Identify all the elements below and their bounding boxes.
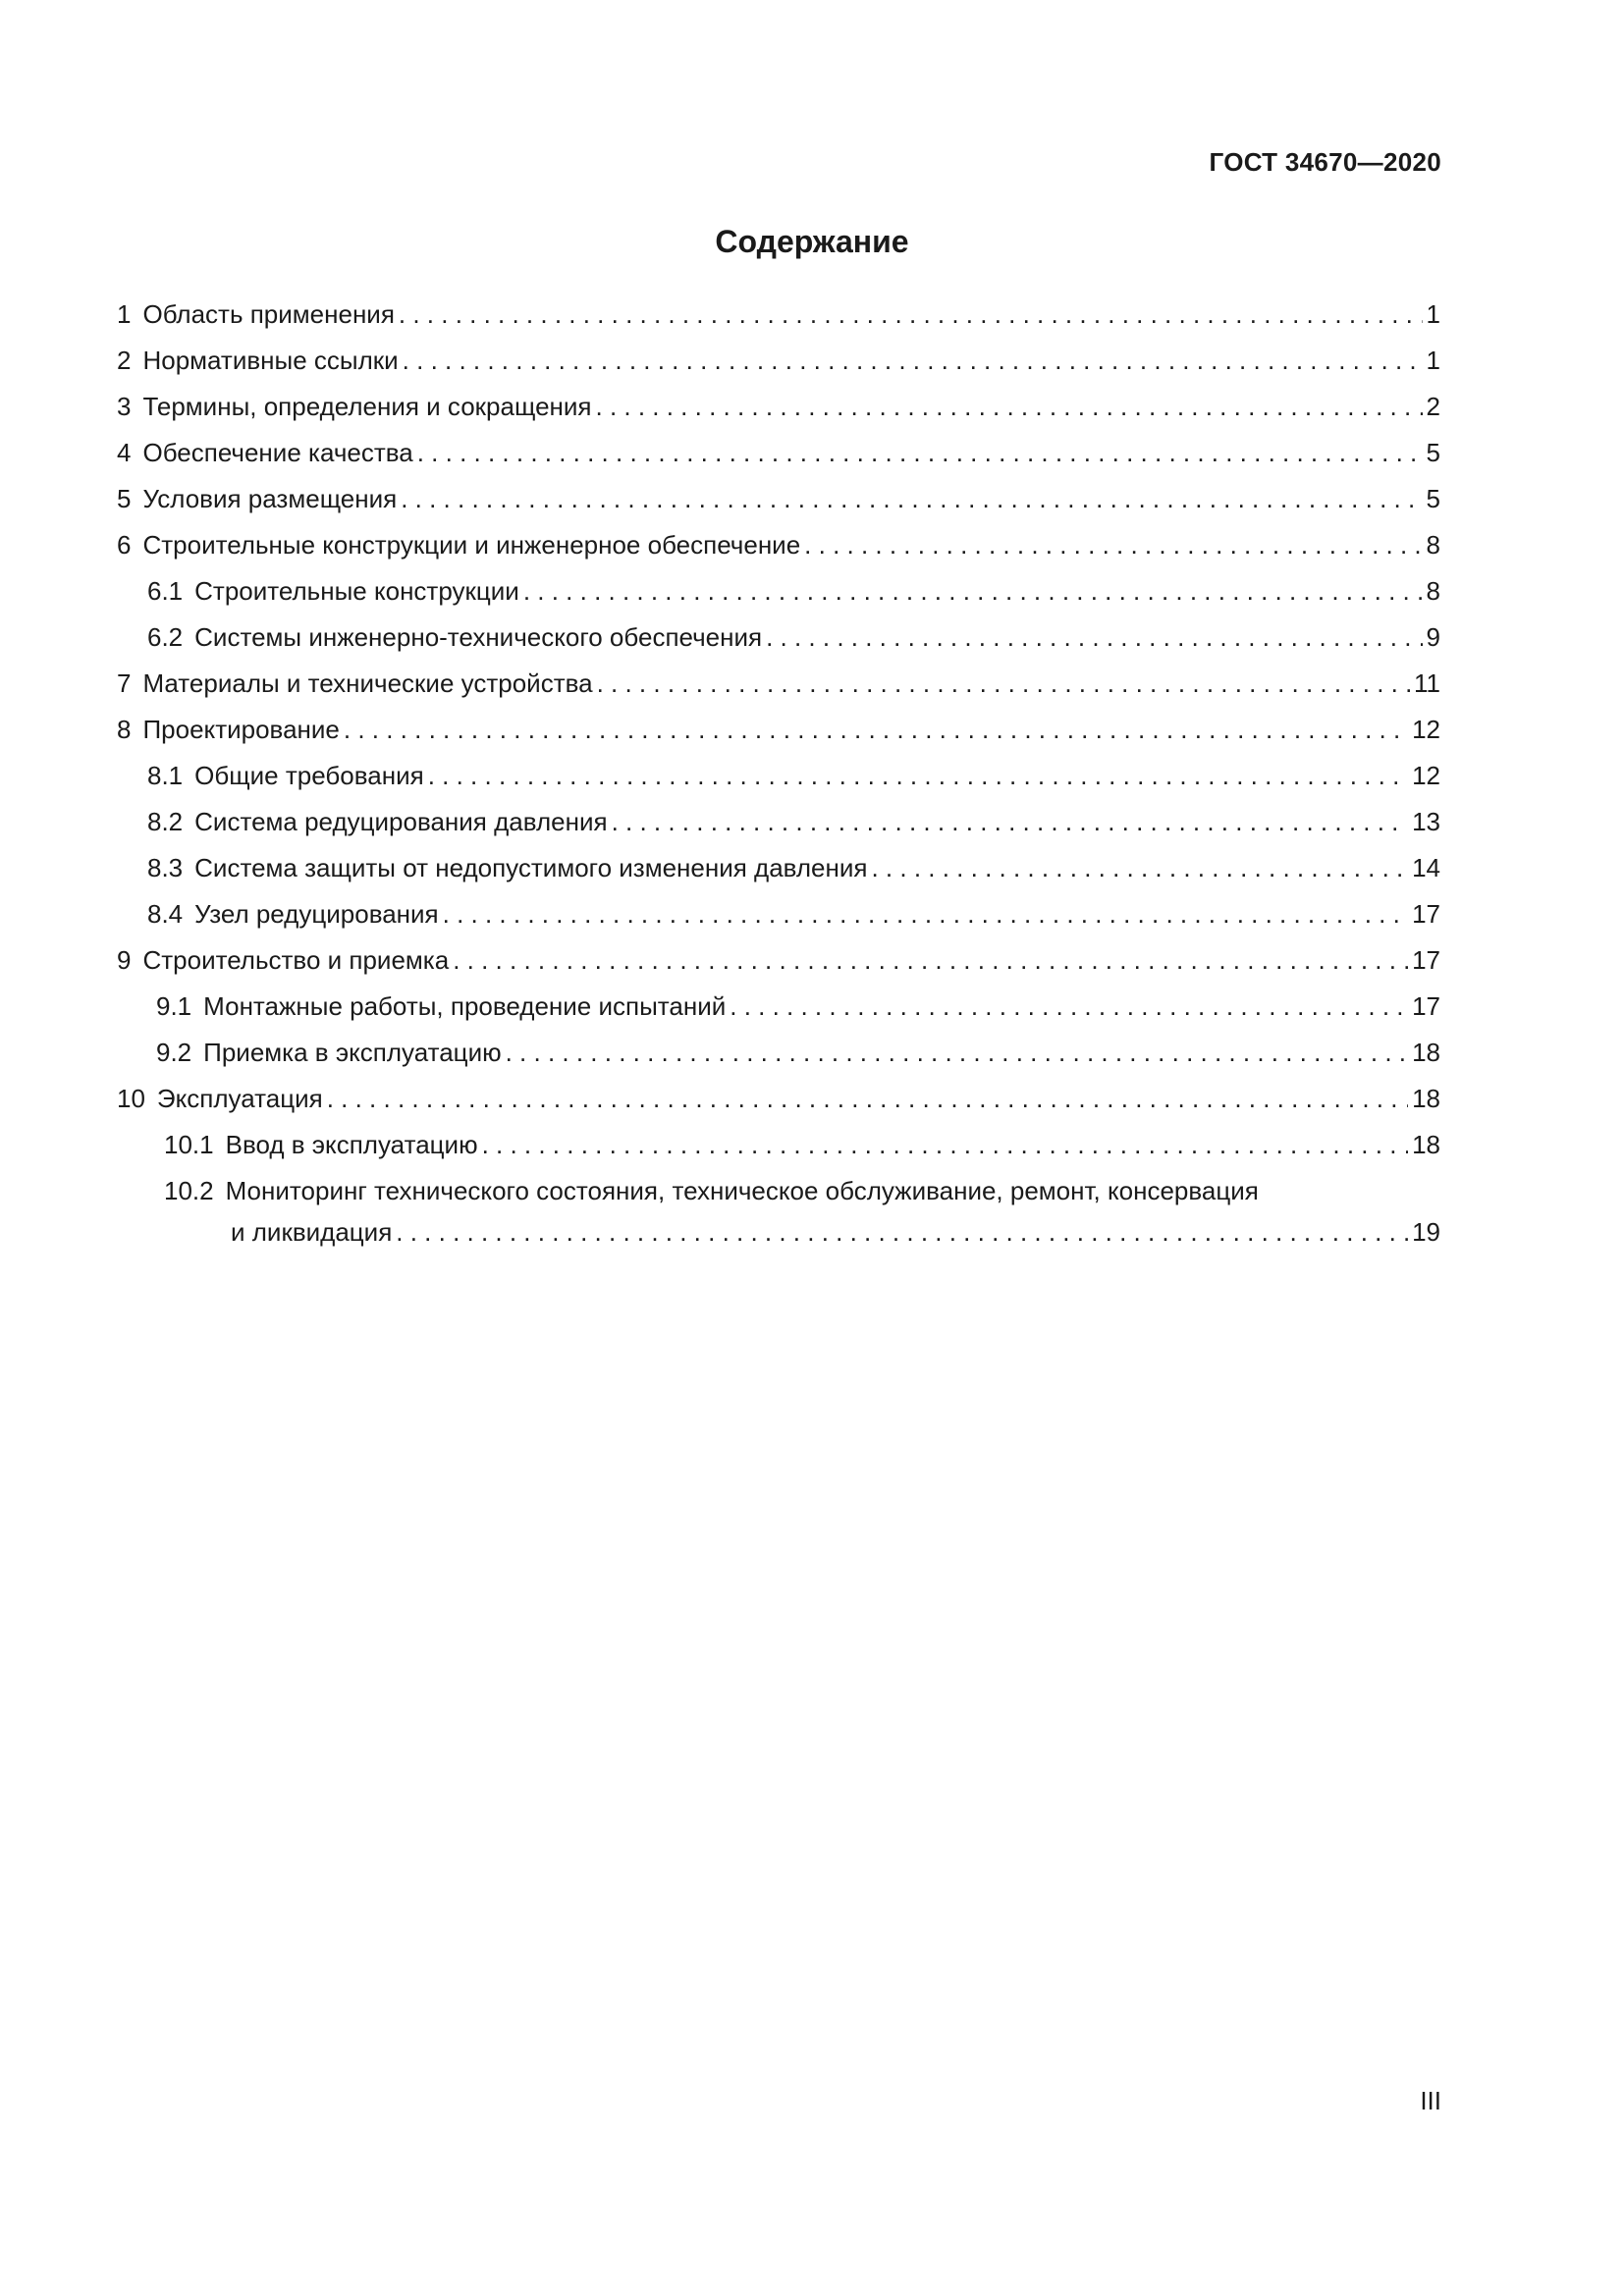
toc-dot-leader xyxy=(327,1084,1408,1113)
toc-entry-number: 10.2 xyxy=(164,1176,214,1205)
toc-entry-number: 8.2 xyxy=(147,807,184,836)
toc-entry-6-1[interactable] xyxy=(117,576,1440,622)
toc-entry-page: 12 xyxy=(1412,715,1440,744)
toc-entry-label: Система защиты от недопустимого изменения давления xyxy=(194,853,868,882)
toc-entry-label: Условия размещения xyxy=(142,484,398,513)
toc-entry-label: Строительные конструкции и инженерное обеспечение xyxy=(142,530,801,560)
toc-entry-label: Узел редуцирования xyxy=(194,899,439,929)
toc-entry-6[interactable] xyxy=(117,530,1440,576)
toc-entry-page: 18 xyxy=(1412,1130,1440,1159)
toc-entry-number: 2 xyxy=(117,346,132,375)
toc-entry-page: 1 xyxy=(1426,346,1440,375)
toc-entry-page: 5 xyxy=(1426,438,1440,467)
toc-entry-1[interactable] xyxy=(117,299,1440,346)
toc-entry-number: 3 xyxy=(117,392,132,421)
toc-entry-number: 6 xyxy=(117,530,132,560)
toc-dot-leader xyxy=(612,807,1409,836)
toc-dot-leader xyxy=(766,622,1422,652)
toc-entry-number: 8.3 xyxy=(147,853,184,882)
toc-entry-page: 2 xyxy=(1426,392,1440,421)
toc-entry-label-continued: и ликвидация xyxy=(231,1217,393,1247)
toc-dot-leader xyxy=(428,761,1408,790)
toc-entry-number: 6.2 xyxy=(147,622,184,652)
toc-entry-page: 17 xyxy=(1412,899,1440,929)
toc-entry-9-1[interactable] xyxy=(117,991,1440,1038)
toc-entry-number: 7 xyxy=(117,668,132,698)
toc-entry-number: 9 xyxy=(117,945,132,975)
toc-entry-number: 4 xyxy=(117,438,132,467)
toc-entry-number: 10 xyxy=(117,1084,145,1113)
toc-entry-number: 9.2 xyxy=(156,1038,192,1067)
toc-dot-leader xyxy=(871,853,1408,882)
toc-dot-leader xyxy=(804,530,1422,560)
toc-entry-9-2[interactable] xyxy=(117,1038,1440,1084)
toc-entry-label: Проектирование xyxy=(142,715,340,744)
toc-dot-leader xyxy=(730,991,1408,1021)
toc-entry-page: 8 xyxy=(1426,576,1440,606)
toc-entry-9[interactable] xyxy=(117,945,1440,991)
toc-entry-label: Ввод в эксплуатацию xyxy=(225,1130,478,1159)
toc-dot-leader xyxy=(401,484,1422,513)
toc-entry-label: Строительные конструкции xyxy=(194,576,519,606)
toc-entry-5[interactable] xyxy=(117,484,1440,530)
toc-entry-label: Строительство и приемка xyxy=(142,945,450,975)
document-code: ГОСТ 34670—2020 xyxy=(1209,147,1441,177)
toc-entry-7[interactable] xyxy=(117,668,1440,715)
toc-dot-leader xyxy=(523,576,1423,606)
toc-dot-leader xyxy=(403,346,1423,375)
toc-entry-page: 17 xyxy=(1412,991,1440,1021)
toc-entry-label: Обеспечение качества xyxy=(142,438,413,467)
toc-entry-number: 8 xyxy=(117,715,132,744)
toc-entry-label: Система редуцирования давления xyxy=(194,807,608,836)
toc-dot-leader xyxy=(399,299,1423,329)
toc-entry-8-1[interactable] xyxy=(117,761,1440,807)
toc-entry-page: 11 xyxy=(1414,668,1440,698)
toc-entry-label: Область применения xyxy=(142,299,395,329)
toc-entry-10-2[interactable] xyxy=(117,1176,1440,1262)
toc-entry-8-3[interactable] xyxy=(117,853,1440,899)
toc-entry-page: 18 xyxy=(1412,1084,1440,1113)
toc-entry-page: 8 xyxy=(1426,530,1440,560)
toc-entry-label: Материалы и технические устройства xyxy=(142,668,593,698)
toc-entry-number: 6.1 xyxy=(147,576,184,606)
toc-entry-page: 19 xyxy=(1412,1217,1440,1247)
page-number: III xyxy=(1420,2086,1441,2115)
table-of-contents xyxy=(117,299,1440,1262)
toc-entry-10-1[interactable] xyxy=(117,1130,1440,1176)
toc-entry-number: 8.1 xyxy=(147,761,184,790)
toc-entry-number: 1 xyxy=(117,299,132,329)
toc-entry-number: 8.4 xyxy=(147,899,184,929)
toc-entry-page: 17 xyxy=(1412,945,1440,975)
toc-dot-leader xyxy=(506,1038,1408,1067)
toc-entry-page: 18 xyxy=(1412,1038,1440,1067)
toc-entry-page: 9 xyxy=(1426,622,1440,652)
toc-entry-4[interactable] xyxy=(117,438,1440,484)
toc-entry-label: Мониторинг технического состояния, техническое обслуживание, ремонт, консервация xyxy=(225,1176,1259,1205)
toc-entry-number: 5 xyxy=(117,484,132,513)
toc-entry-label: Эксплуатация xyxy=(156,1084,323,1113)
toc-entry-page: 5 xyxy=(1426,484,1440,513)
toc-entry-8-2[interactable] xyxy=(117,807,1440,853)
toc-entry-8-4[interactable] xyxy=(117,899,1440,945)
toc-entry-page: 14 xyxy=(1412,853,1440,882)
toc-dot-leader xyxy=(417,438,1423,467)
toc-entry-10[interactable] xyxy=(117,1084,1440,1130)
toc-entry-number: 10.1 xyxy=(164,1130,214,1159)
toc-entry-3[interactable] xyxy=(117,392,1440,438)
toc-entry-label: Нормативные ссылки xyxy=(142,346,399,375)
toc-dot-leader xyxy=(443,899,1408,929)
toc-dot-leader xyxy=(597,668,1410,698)
toc-dot-leader xyxy=(453,945,1408,975)
toc-entry-label: Термины, определения и сокращения xyxy=(142,392,592,421)
toc-entry-page: 12 xyxy=(1412,761,1440,790)
toc-dot-leader xyxy=(396,1217,1408,1247)
toc-entry-page: 1 xyxy=(1426,299,1440,329)
toc-entry-label: Системы инженерно-технического обеспечения xyxy=(194,622,763,652)
toc-entry-number: 9.1 xyxy=(156,991,192,1021)
toc-entry-label: Общие требования xyxy=(194,761,424,790)
toc-entry-label: Приемка в эксплуатацию xyxy=(203,1038,502,1067)
toc-title: Содержание xyxy=(715,224,909,259)
toc-entry-8[interactable] xyxy=(117,715,1440,761)
toc-dot-leader xyxy=(344,715,1408,744)
toc-entry-2[interactable] xyxy=(117,346,1440,392)
toc-entry-label: Монтажные работы, проведение испытаний xyxy=(203,991,727,1021)
toc-entry-page: 13 xyxy=(1412,807,1440,836)
toc-entry-6-2[interactable] xyxy=(117,622,1440,668)
toc-dot-leader xyxy=(596,392,1423,421)
toc-dot-leader xyxy=(482,1130,1409,1159)
